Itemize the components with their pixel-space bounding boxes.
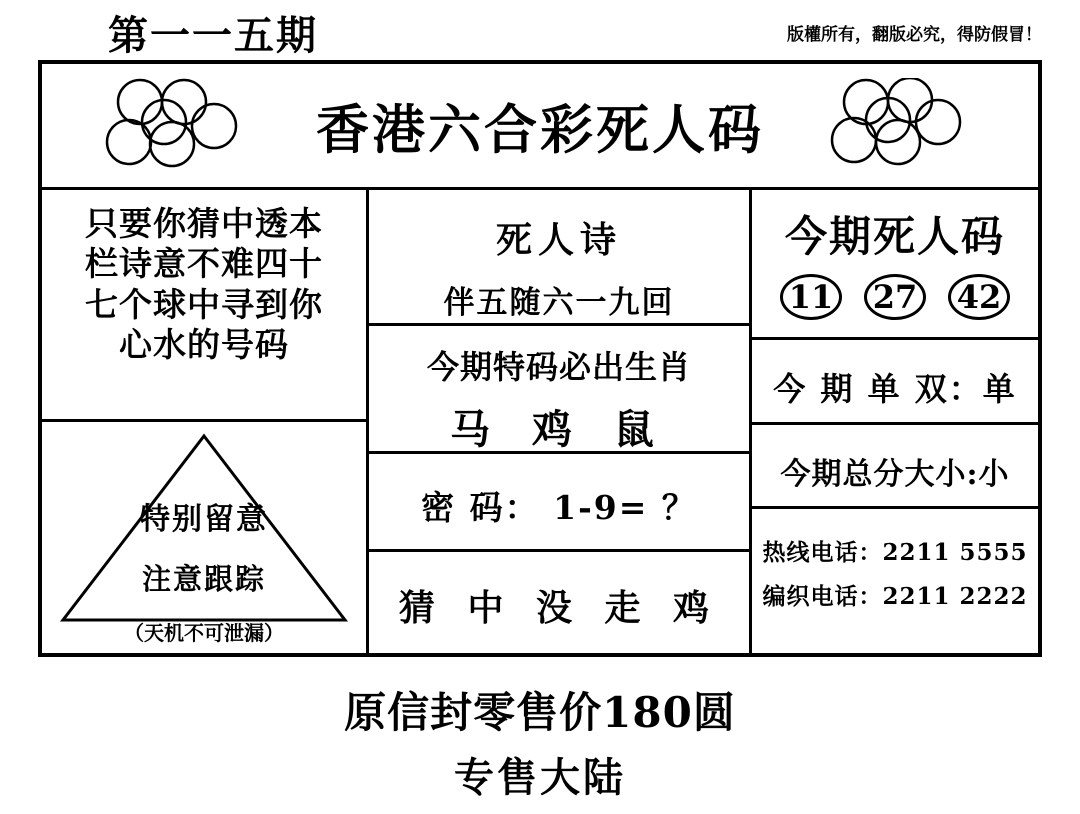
contact-cell xyxy=(752,509,1038,654)
odd-even-cell: 今 期 单 双：单 xyxy=(752,340,1038,425)
ball-cluster-right-icon xyxy=(826,78,976,174)
right-column xyxy=(752,190,1038,654)
header-band xyxy=(42,64,1038,190)
page-title: 香港六合彩死人码 xyxy=(316,98,764,161)
hotline-label: 热线电话： xyxy=(762,539,883,566)
left-column xyxy=(42,190,369,654)
region-line: 专售大陆 xyxy=(454,754,626,801)
intro-poem xyxy=(42,190,366,422)
zodiac-values: 马 鸡 鼠 xyxy=(450,406,668,453)
special-notice-cell xyxy=(42,422,366,654)
main-frame xyxy=(38,60,1042,657)
death-poem-cell xyxy=(369,190,749,326)
special-notice-sub: 注意跟踪 xyxy=(141,562,266,596)
special-notice-footnote: （天机不可泄漏） xyxy=(124,621,284,645)
death-poem-title: 死人诗 xyxy=(495,219,622,261)
copyright-notice: 版權所有，翻版必究，得防假冒！ xyxy=(787,25,1042,45)
weave-label: 编织电话： xyxy=(762,582,883,610)
secret-code-cell: 密 码： 1-9= ？ xyxy=(369,454,749,552)
death-poem-text: 伴五随六一九回 xyxy=(443,285,675,321)
intro-poem-line-1: 只要你猜中透本 xyxy=(85,204,323,243)
zodiac-cell xyxy=(369,326,749,454)
number-ball: 11 xyxy=(780,274,842,320)
number-ball: 27 xyxy=(864,274,926,320)
special-notice-title: 特别留意 xyxy=(140,502,268,537)
price-line: 原信封零售价180圆 xyxy=(344,688,736,737)
death-code-cell xyxy=(752,190,1038,340)
hotline-row xyxy=(752,531,1038,575)
issue-number: 第一一五期 xyxy=(108,12,318,59)
intro-poem-line-2: 栏诗意不难四十 xyxy=(85,244,323,284)
slogan-cell: 猜 中 没 走 鸡 xyxy=(398,587,720,629)
total-size-cell: 今期总分大小:小 xyxy=(752,425,1038,509)
content-columns xyxy=(42,190,1038,654)
intro-poem-line-3: 七个球中寻到你 xyxy=(85,284,323,324)
intro-poem-line-4: 心水的号码 xyxy=(119,324,289,364)
death-code-numbers xyxy=(752,274,1038,320)
death-code-title: 今期死人码 xyxy=(784,212,1005,261)
number-ball: 42 xyxy=(948,274,1010,320)
weave-value: 2211 2222 xyxy=(882,582,1028,610)
hotline-value: 2211 5555 xyxy=(882,539,1028,566)
footer xyxy=(0,680,1080,803)
weave-row xyxy=(752,575,1038,619)
middle-column xyxy=(369,190,752,654)
zodiac-title: 今期特码必出生肖 xyxy=(426,348,691,386)
